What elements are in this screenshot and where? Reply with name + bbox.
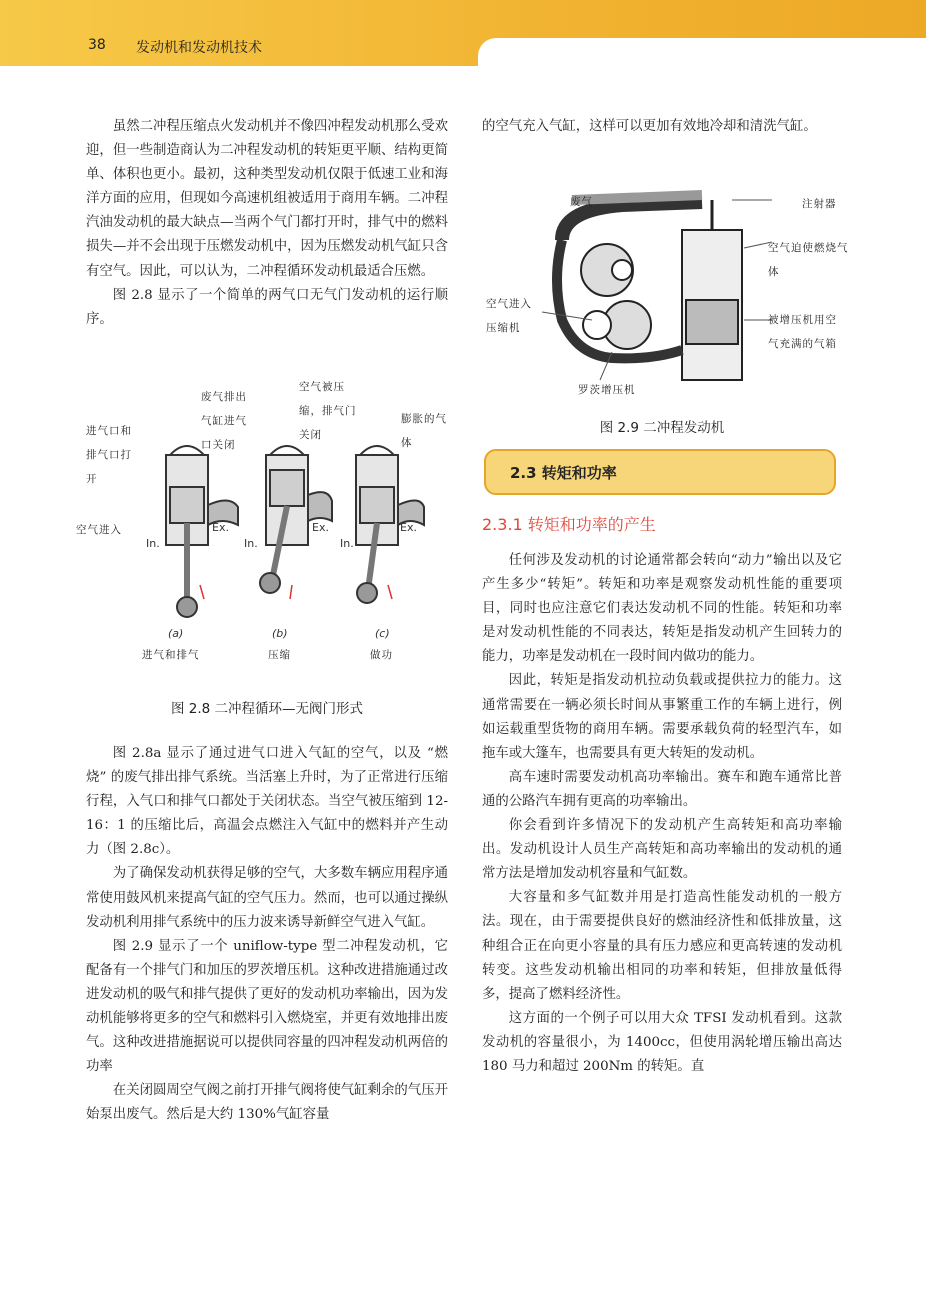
paragraph: 因此，转矩是指发动机拉动负载或提供拉力的能力。这通常需要在一辆必须长时间从事繁重工作的车辆上进行，例如运载重型货物的商用车辆。需要承载负荷的轻型汽车，如拖车或大篷车，也需要具有更大转矩的发动机。 xyxy=(482,673,842,761)
left-column-top xyxy=(86,115,448,332)
label-expanding-gas: 膨胀的气 体 xyxy=(401,413,447,449)
paragraph: 图 2.9 显示了一个 uniflow-type 型二冲程发动机，它配备有一个排气门和加压的罗茨增压机。这种改进措施通过改进发动机的吸气和排气提供了更好的发动机功率输出，因为发动机能够将更多的空气和燃料引入燃烧室，并更有效地排出废气。这种改进措施据说可以提供同容量的四冲程发动机两倍的功率 xyxy=(86,938,448,1075)
label-air-drives: 空气迫使燃烧气 体 xyxy=(768,242,849,278)
paragraph: 图 2.8 显示了一个简单的两气口无气门发动机的运行顺序。 xyxy=(86,287,448,327)
right-column-top xyxy=(482,115,842,139)
section-heading-box xyxy=(484,449,836,495)
ex-label-b: Ex. xyxy=(312,521,329,534)
cylinder-b xyxy=(260,446,332,593)
paragraph: 你会看到许多情况下的发动机产生高转矩和高功率输出。发动机设计人员生产高转矩和高功率输出的发动机的通常方法是增加发动机容量和气缸数。 xyxy=(482,818,842,882)
paragraph: 图 2.8a 显示了通过进气口进入气缸的空气，以及 “燃烧” 的废气排出排气系统。当活塞上升时，为了正常进行压缩行程，入气口和排气口都处于关闭状态。当空气被压缩到 12-16：1 的压缩比后，高温会点燃注入气缸中的燃料并产生动力（图 2.8c）。 xyxy=(86,746,448,858)
paragraph: 任何涉及发动机的讨论通常都会转向“动力”输出以及它产生多少“转矩”。转矩和功率是观察发动机性能的重要项目，同时也应注意它们表达发动机不同的性能。转矩和功率是对发动机性能的不同表达，转矩是指发动机产生回转力的能力，功率是发动机在一段时间内做功的能力。 xyxy=(482,553,842,665)
label-ports-open: 进气口和 排气口打 开 xyxy=(86,425,132,485)
left-column-bottom xyxy=(86,742,448,1128)
label-air-into: 空气进入 压缩机 xyxy=(486,298,532,334)
stage-c-label: 做功 xyxy=(370,649,393,661)
figure-2-9 xyxy=(482,180,862,405)
figure-2-9-caption: 图 2.9 二冲程发动机 xyxy=(599,420,725,436)
ex-label-c: Ex. xyxy=(400,521,417,534)
label-exhaust: 废气 xyxy=(570,196,593,208)
engine-cycle-diagram xyxy=(70,375,460,675)
right-column-bottom xyxy=(482,549,842,1079)
label-filled-box: 被增压机用空 气充满的气箱 xyxy=(768,314,837,350)
paragraph: 大容量和多气缸数并用是打造高性能发动机的一般方法。现在，由于需要提供良好的燃油经济性和低排放量，这种组合正在向更小容量的具有压力感应和更高转速的发动机转变。这些发动机输出相同的功率和转矩，但排放量低得多，提高了燃料经济性。 xyxy=(482,890,842,1002)
label-roots: 罗茨增压机 xyxy=(578,384,636,396)
in-label-c: In. xyxy=(340,537,354,550)
sub-a: (a) xyxy=(168,627,184,640)
chapter-title: 发动机和发动机技术 xyxy=(136,40,262,56)
figure-2-8 xyxy=(70,375,460,675)
stage-a-label: 进气和排气 xyxy=(142,649,200,661)
figure-2-8-caption: 图 2.8 二冲程循环—无阀门形式 xyxy=(170,701,364,717)
label-exhaust-out: 废气排出 气缸进气 口关闭 xyxy=(201,391,247,451)
in-label-b: In. xyxy=(244,537,258,550)
label-injector: 注射器 xyxy=(802,198,837,210)
paragraph: 的空气充入气缸，这样可以更加有效地冷却和清洗气缸。 xyxy=(482,119,817,134)
sub-b: (b) xyxy=(272,627,288,640)
subsection-title: 2.3.1 转矩和功率的产生 xyxy=(482,515,656,534)
sub-c: (c) xyxy=(375,627,390,640)
paragraph: 为了确保发动机获得足够的空气，大多数车辆应用程序通常使用鼓风机来提高气缸的空气压力。然而，也可以通过操纵发动机利用排气系统中的压力波来诱导新鲜空气进入气缸。 xyxy=(86,866,448,930)
in-label-a: In. xyxy=(146,537,160,550)
section-title: 2.3 转矩和功率 xyxy=(510,464,617,482)
ex-label-a: Ex. xyxy=(212,521,229,534)
paragraph: 虽然二冲程压缩点火发动机并不像四冲程发动机那么受欢迎，但一些制造商认为二冲程发动机的转矩更平顺、结构更简单、体积也更小。最初，这种类型发动机仅限于低速工业和海洋方面的应用，但现如今高速机组被适用于商用车辆。二冲程汽油发动机的最大缺点—当两个气门都打开时，排气中的燃料损失—并不会出现于压燃发动机中，因为压燃发动机气缸只含有空气。因此，可以认为，二冲程循环发动机最适合压燃。 xyxy=(86,119,448,279)
page-number: 38 xyxy=(88,37,106,53)
paragraph: 这方面的一个例子可以用大众 TFSI 发动机看到。这款发动机的容量很小，为 1400cc，但使用涡轮增压输出高达 180 马力和超过 200Nm 的转矩。直 xyxy=(482,1010,842,1074)
paragraph: 在关闭圆周空气阀之前打开排气阀将使气缸剩余的气压开始泵出废气。然后是大约 130%气缸容量 xyxy=(86,1083,448,1123)
header-notch xyxy=(478,38,926,66)
stage-b-label: 压缩 xyxy=(268,649,291,661)
label-air-in: 空气进入 xyxy=(76,524,122,536)
paragraph: 高车速时需要发动机高功率输出。赛车和跑车通常比普通的公路汽车拥有更高的功率输出。 xyxy=(482,769,842,809)
label-air-compressed: 空气被压 缩，排气门 关闭 xyxy=(299,381,357,441)
